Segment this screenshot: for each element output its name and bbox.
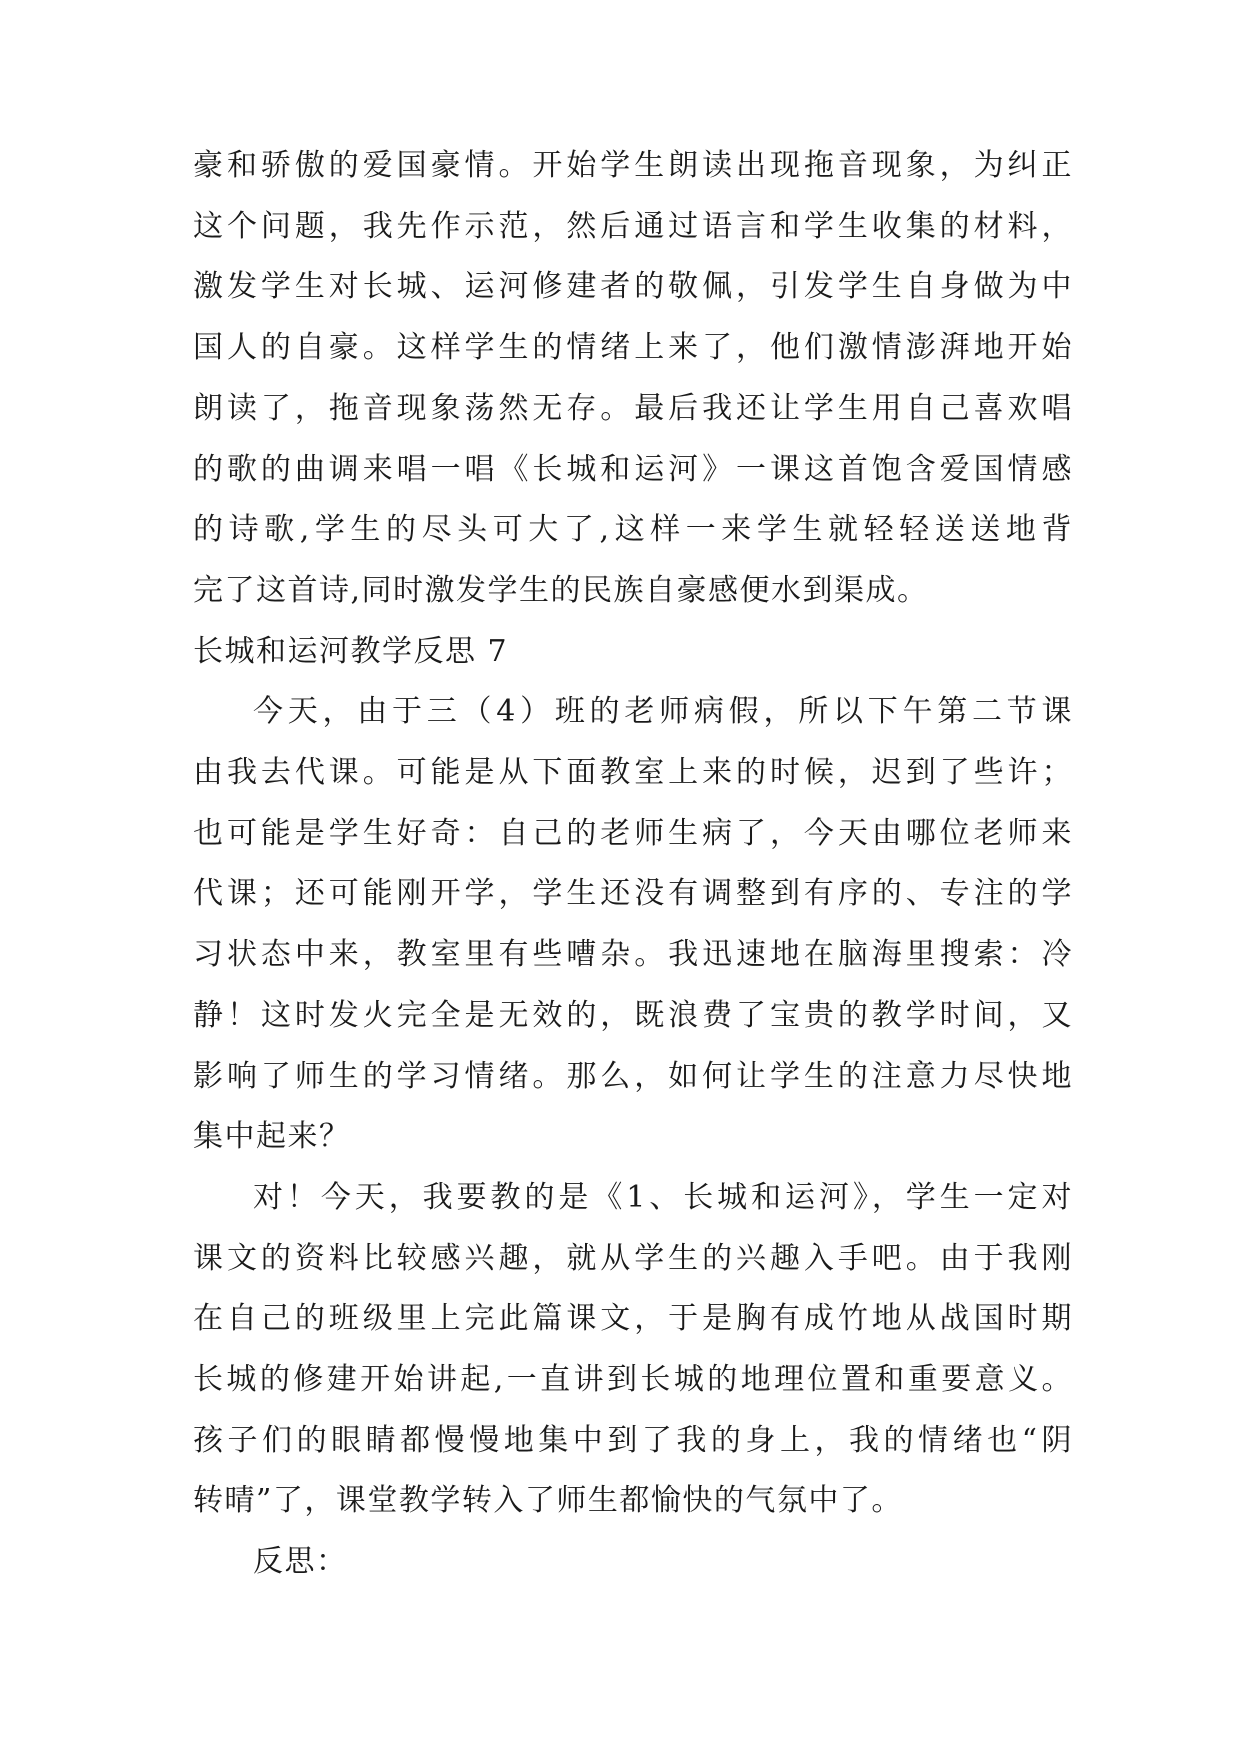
text-line: 集中起来？	[193, 1119, 351, 1155]
text-line: 完了这首诗,同时激发学生的民族自豪感便水到渠成。	[193, 572, 929, 608]
section-heading: 长城和运河教学反思 7	[193, 633, 509, 669]
text-line: 朗读了，拖音现象荡然无存。最后我还让学生用自己喜欢唱	[193, 390, 1073, 426]
text-line: 的诗歌,学生的尽头可大了,这样一来学生就轻轻送送地背	[193, 512, 1073, 548]
text-line: 长城的修建开始讲起,一直讲到长城的地理位置和重要意义。	[193, 1362, 1073, 1397]
text-line: 孩子们的眼睛都慢慢地集中到了我的身上，我的情绪也“阴	[193, 1422, 1073, 1458]
text-line: 豪和骄傲的爱国豪情。开始学生朗读出现拖音现象，为纠正	[193, 148, 1073, 183]
text-line: 影响了师生的学习情绪。那么，如何让学生的注意力尽快地	[193, 1058, 1073, 1094]
text-line: 今天，由于三（4）班的老师病假，所以下午第二节课	[253, 694, 1073, 730]
text-line: 在自己的班级里上完此篇课文，于是胸有成竹地从战国时期	[193, 1301, 1073, 1337]
text-line: 习状态中来，教室里有些嘈杂。我迅速地在脑海里搜索：冷	[193, 937, 1073, 973]
text-line: 课文的资料比较感兴趣，就从学生的兴趣入手吧。由于我刚	[193, 1240, 1073, 1276]
text-line: 对！今天，我要教的是《1、长城和运河》，学生一定对	[253, 1179, 1073, 1215]
text-line: 国人的自豪。这样学生的情绪上来了，他们激情澎湃地开始	[193, 330, 1073, 366]
text-line: 由我去代课。可能是从下面教室上来的时候，迟到了些许；	[193, 755, 1073, 790]
text-line: 代课；还可能刚开学，学生还没有调整到有序的、专注的学	[193, 876, 1073, 912]
text-line: 的歌的曲调来唱一唱《长城和运河》一课这首饱含爱国情感	[193, 451, 1073, 487]
text-line: 反思：	[253, 1544, 348, 1580]
text-line: 转晴”了，课堂教学转入了师生都愉快的气氛中了。	[193, 1483, 903, 1519]
text-line: 也可能是学生好奇：自己的老师生病了，今天由哪位老师来	[193, 815, 1073, 851]
text-line: 这个问题，我先作示范，然后通过语言和学生收集的材料，	[193, 208, 1073, 244]
text-line: 静！这时发火完全是无效的，既浪费了宝贵的教学时间，又	[193, 997, 1073, 1033]
text-line: 激发学生对长城、运河修建者的敬佩，引发学生自身做为中	[193, 269, 1073, 305]
